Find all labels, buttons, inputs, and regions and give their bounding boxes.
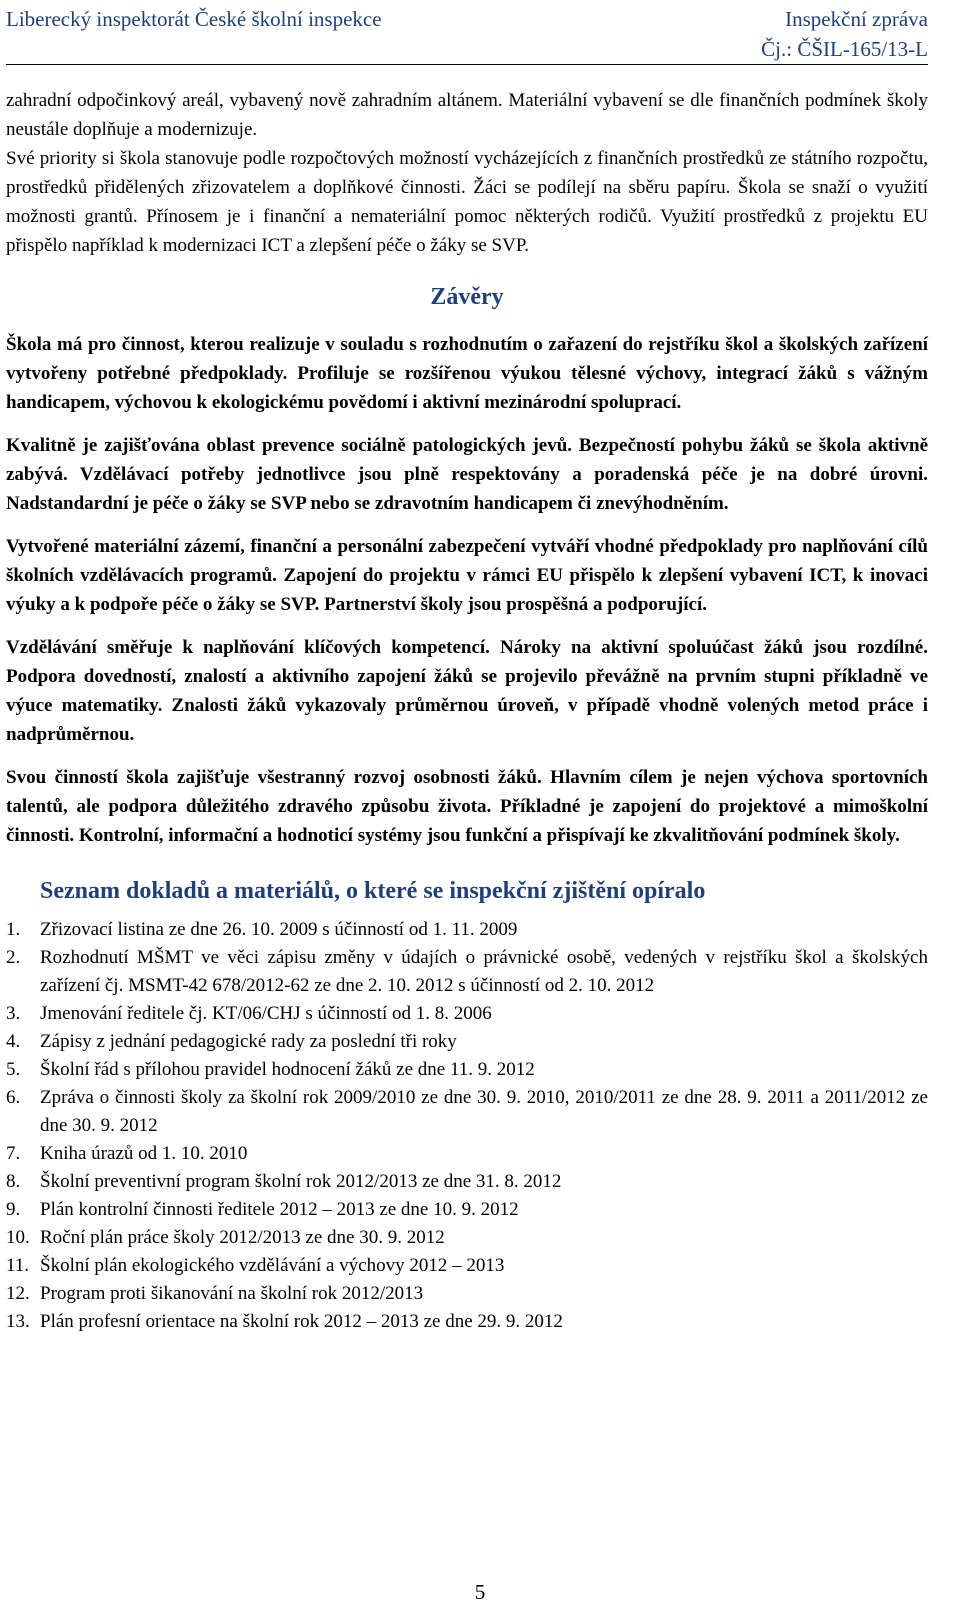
- documents-list: [6, 916, 928, 1336]
- list-item: [6, 1280, 928, 1308]
- list-item-text: Program proti šikanování na školní rok 2012/2013: [40, 1283, 424, 1304]
- header-reference-number: Čj.: ČŠIL-165/13-L: [761, 37, 928, 61]
- list-item-number: 10.: [6, 1227, 30, 1248]
- list-item-text: Zápisy z jednání pedagogické rady za poslední tři roky: [40, 1031, 457, 1052]
- list-item-text: Zpráva o činnosti školy za školní rok 2009/2010 ze dne 30. 9. 2010, 2010/2011 ze dne 28. 9. 2011 a 2011/2012 ze dne 30. 9. 2012: [40, 1087, 928, 1136]
- header-report-title: Inspekční zpráva: [785, 7, 928, 31]
- conclusion-paragraph-1: Škola má pro činnost, kterou realizuje v souladu s rozhodnutím o zařazení do rejstříku škol a školských zařízení vytvořeny potřebné předpoklady. Profiluje se rozšířenou výukou tělesné výchovy, integrací žáků s vážným handicapem, výchovou k ekologickému povědomí i aktivní mezinárodní spoluprací.: [6, 334, 928, 413]
- header-inspectorate: Liberecký inspektorát České školní inspekce: [6, 7, 382, 31]
- list-item: [6, 1252, 928, 1280]
- list-item-text: Plán kontrolní činnosti ředitele 2012 – 2013 ze dne 10. 9. 2012: [40, 1199, 519, 1220]
- conclusions-heading: Závěry: [430, 284, 504, 310]
- list-item-text: Školní preventivní program školní rok 2012/2013 ze dne 31. 8. 2012: [40, 1171, 562, 1192]
- list-item-text: Rozhodnutí MŠMT ve věci zápisu změny v údajích o právnické osobě, vedených v rejstříku škol a školských zařízení čj. MSMT-42 678/2012-62 ze dne 2. 10. 2012 s účinností od 2. 10. 2012: [40, 947, 928, 996]
- header-rule: [6, 64, 928, 65]
- list-item-number: 9.: [6, 1199, 21, 1220]
- list-item-number: 3.: [6, 1003, 21, 1024]
- list-item-text: Kniha úrazů od 1. 10. 2010: [40, 1143, 248, 1164]
- conclusion-paragraph-3: Vytvořené materiální zázemí, finanční a personální zabezpečení vytváří vhodné předpoklady pro naplňování cílů školních vzdělávacích programů. Zapojení do projektu v rámci EU přispělo k zlepšení vybavení ICT, k inovaci výuky a k podpoře péče o žáky se SVP. Partnerství školy jsou prospěšná a podporující.: [6, 536, 928, 615]
- list-item-number: 5.: [6, 1059, 21, 1080]
- list-item: [6, 1056, 928, 1084]
- conclusion-paragraph-2: Kvalitně je zajišťována oblast prevence sociálně patologických jevů. Bezpečností pohybu žáků se škola aktivně zabývá. Vzdělávací potřeby jednotlivce jsou plně respektovány a poradenská péče je na dobré úrovni. Nadstandardní je péče o žáky se SVP nebo se zdravotním handicapem či znevýhodněním.: [6, 435, 928, 514]
- page-header: [6, 4, 928, 66]
- intro-paragraph-1: zahradní odpočinkový areál, vybavený nově zahradním altánem. Materiální vybavení se dle finančních podmínek školy neustále doplňuje a modernizuje.: [6, 90, 928, 140]
- document-body: [6, 86, 928, 1336]
- intro-paragraph-2: Své priority si škola stanovuje podle rozpočtových možností vycházejících z finančních prostředků ze státního rozpočtu, prostředků přidělených zřizovatelem a doplňkové činnosti. Žáci se podílejí na sběru papíru. Škola se snaží o využití možnosti grantů. Přínosem je i finanční a nemateriální pomoc některých rodičů. Využití prostředků z projektu EU přispělo například k modernizaci ICT a zlepšení péče o žáky se SVP.: [6, 148, 928, 256]
- list-item-number: 13.: [6, 1311, 30, 1332]
- list-item: [6, 1168, 928, 1196]
- list-item-number: 12.: [6, 1283, 30, 1304]
- list-item-text: Zřizovací listina ze dne 26. 10. 2009 s účinností od 1. 11. 2009: [40, 919, 518, 940]
- list-item: [6, 1308, 928, 1336]
- list-item: [6, 1000, 928, 1028]
- list-item: [6, 1028, 928, 1056]
- list-item-text: Školní plán ekologického vzdělávání a výchovy 2012 – 2013: [40, 1255, 505, 1276]
- list-item-number: 6.: [6, 1087, 21, 1108]
- list-item: [6, 944, 928, 1000]
- list-item-number: 8.: [6, 1171, 21, 1192]
- conclusion-paragraph-4: Vzdělávání směřuje k naplňování klíčových kompetencí. Nároky na aktivní spoluúčast žáků jsou rozdílné. Podpora dovedností, znalostí a aktivního zapojení žáků se projevilo převážně na prvním stupni příkladně ve výuce matematiky. Znalosti žáků vykazovaly průměrnou úroveň, v případě vhodně volených metod práce i nadprůměrnou.: [6, 637, 928, 745]
- list-item-text: Plán profesní orientace na školní rok 2012 – 2013 ze dne 29. 9. 2012: [40, 1311, 563, 1332]
- list-item-number: 1.: [6, 919, 21, 940]
- list-item: [6, 1140, 928, 1168]
- list-item: [6, 1224, 928, 1252]
- list-item-number: 2.: [6, 947, 21, 968]
- list-item: [6, 1084, 928, 1140]
- list-item-number: 4.: [6, 1031, 21, 1052]
- conclusion-paragraph-5: Svou činností škola zajišťuje všestranný rozvoj osobnosti žáků. Hlavním cílem je nejen výchova sportovních talentů, ale podpora důležitého zdravého způsobu života. Příkladné je zapojení do projektové a mimoškolní činnosti. Kontrolní, informační a hodnoticí systémy jsou funkční a přispívají ke zkvalitňování podmínek školy.: [6, 767, 928, 846]
- list-item-number: 11.: [6, 1255, 30, 1276]
- list-item-text: Roční plán práce školy 2012/2013 ze dne 30. 9. 2012: [40, 1227, 445, 1248]
- list-item-number: 7.: [6, 1143, 21, 1164]
- list-item-text: Školní řád s přílohou pravidel hodnocení žáků ze dne 11. 9. 2012: [40, 1059, 535, 1080]
- list-item: [6, 916, 928, 944]
- header-report: [761, 4, 928, 64]
- page-number: 5: [474, 1580, 486, 1604]
- list-item: [6, 1196, 928, 1224]
- documents-heading: Seznam dokladů a materiálů, o které se inspekční zjištění opíralo: [40, 878, 706, 904]
- list-item-text: Jmenování ředitele čj. KT/06/CHJ s účinností od 1. 8. 2006: [40, 1003, 492, 1024]
